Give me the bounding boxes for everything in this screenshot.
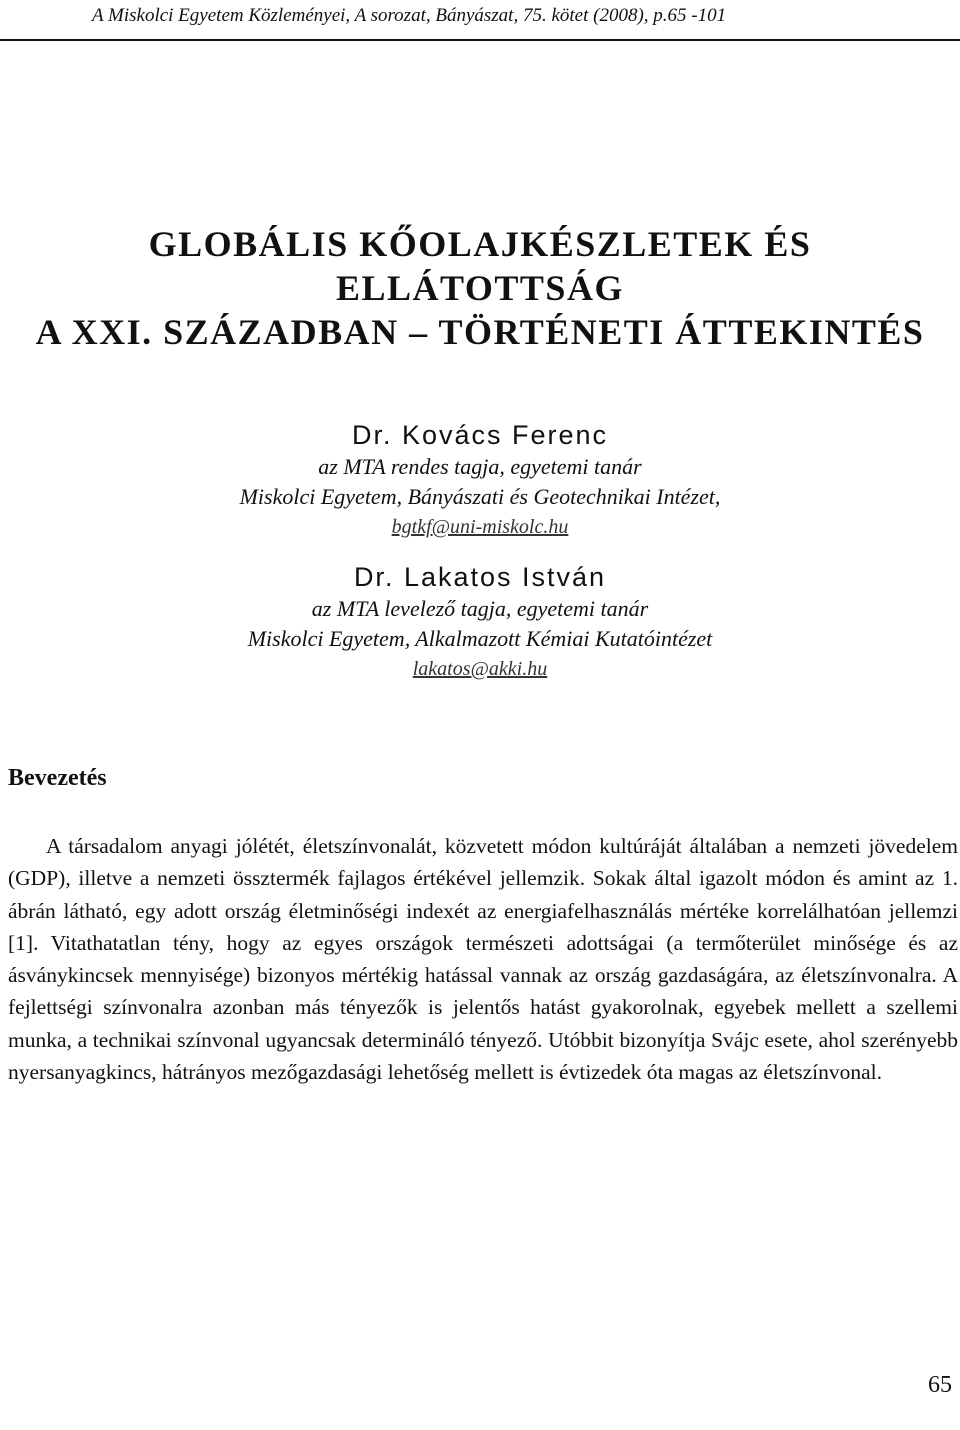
header-rule bbox=[0, 39, 960, 41]
author-name: Dr. Kovács Ferenc bbox=[351, 420, 609, 450]
author-affiliation: Miskolci Egyetem, Bányászati és Geotechnikai Intézet, bbox=[239, 484, 721, 509]
author-list bbox=[0, 418, 960, 702]
running-header: A Miskolci Egyetem Közleményei, A sorozat, Bányászat, 75. kötet (2008), p.65 -101 bbox=[92, 5, 727, 26]
title-line-2: ELLÁTOTTSÁG bbox=[336, 268, 624, 308]
paper-title bbox=[0, 222, 960, 354]
page-number: 65 bbox=[928, 1372, 952, 1398]
author-role: az MTA rendes tagja, egyetemi tanár bbox=[318, 454, 642, 479]
author-email-link[interactable]: lakatos@akki.hu bbox=[412, 658, 548, 680]
author-block bbox=[0, 418, 960, 542]
section-heading: Bevezetés bbox=[8, 765, 107, 791]
title-line-1: GLOBÁLIS KŐOLAJKÉSZLETEK ÉS bbox=[148, 224, 812, 264]
author-name: Dr. Lakatos István bbox=[353, 562, 607, 592]
author-affiliation: Miskolci Egyetem, Alkalmazott Kémiai Kutatóintézet bbox=[247, 626, 713, 651]
author-role: az MTA levelező tagja, egyetemi tanár bbox=[311, 596, 649, 621]
author-email-link[interactable]: bgtkf@uni-miskolc.hu bbox=[391, 516, 569, 538]
author-block bbox=[0, 560, 960, 684]
title-line-3: A XXI. SZÁZADBAN – TÖRTÉNETI ÁTTEKINTÉS bbox=[35, 312, 925, 352]
body-paragraph: A társadalom anyagi jólétét, életszínvonalát, közvetett módon kultúráját általában a nemzeti jövedelem (GDP), illetve a nemzeti össztermék fajlagos értékével jellemzik. Sokak által igazolt módon és amint az 1. ábrán látható, egy adott ország életminőségi indexét az energiafelhasználás mértéke korrelálhatóan jellemzi [1]. Vitathatatlan tény, hogy az egyes országok természeti adottságai (a termőterület minősége és az ásványkincsek mennyisége) bizonyos mértékig hatással vannak az ország gazdaságára, az életszínvonalra. A fejlettségi színvonalra azonban más tényezők is jelentős hatást gyakorolnak, egyebek mellett a szellemi munka, a technikai színvonal ugyancsak determináló tényező. Utóbbit bizonyítja Svájc esete, ahol szerényebb nyersanyagkincs, hátrányos mezőgazdasági lehetőség mellett is évtizedek óta magas az életszínvonal. bbox=[8, 834, 958, 1085]
